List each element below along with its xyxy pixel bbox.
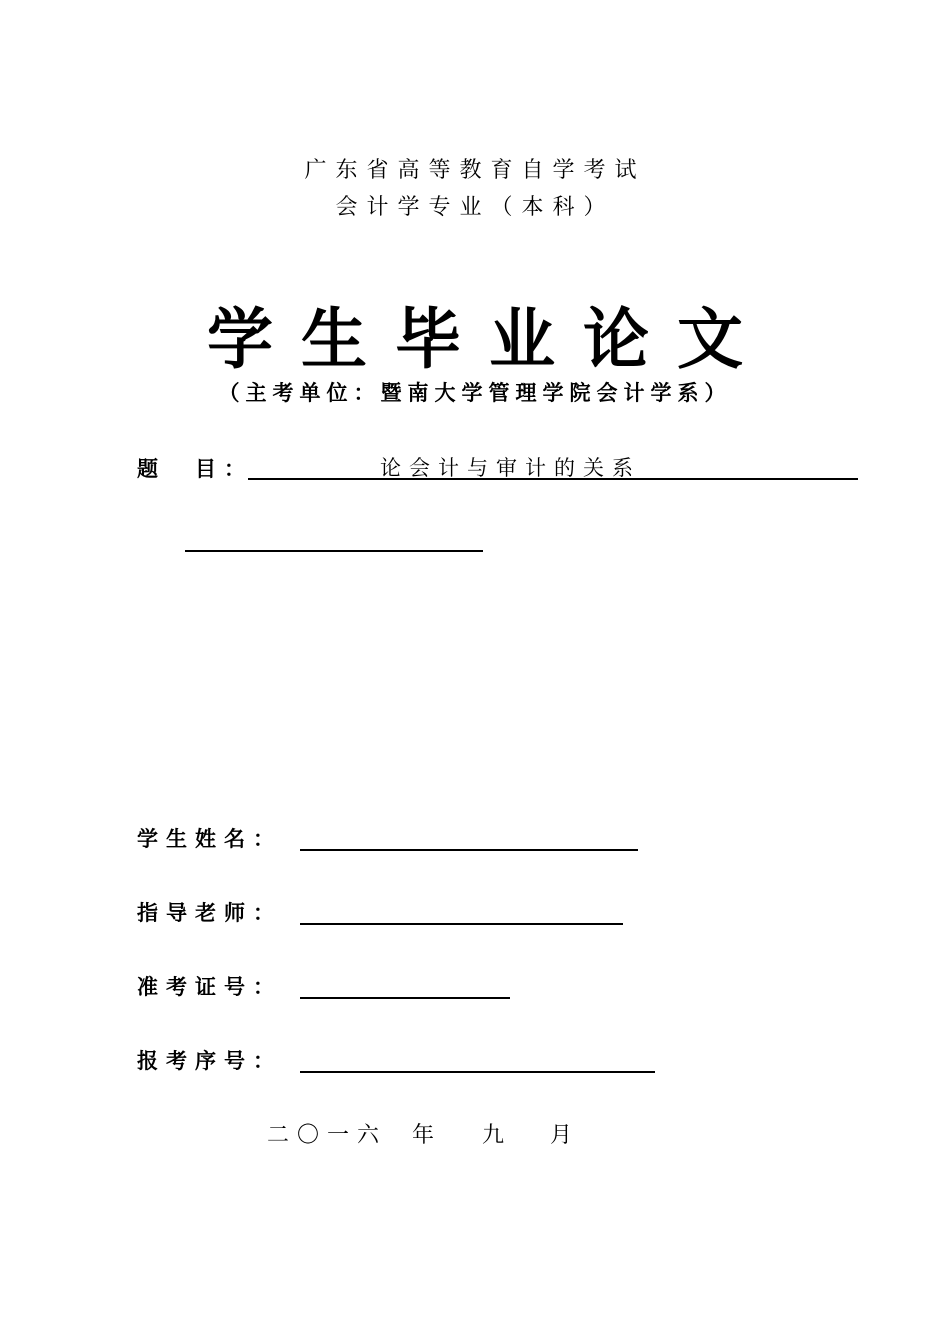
page-title: 学生毕业论文 <box>207 301 771 378</box>
date-month-unit: 月 <box>550 1123 573 1148</box>
topic-label: 题 目： <box>137 457 253 481</box>
cover-date <box>0 1121 950 1151</box>
advisor-field[interactable] <box>300 923 623 925</box>
examining-unit-subtitle: （主考单位：暨南大学管理学院会计学系） <box>218 381 732 405</box>
topic-value: 论会计与审计的关系 <box>380 456 641 480</box>
registration-number-label: 报考序号： <box>137 1049 282 1073</box>
exam-authority-heading: 广东省高等教育自学考试 <box>304 158 646 183</box>
date-month: 九 <box>482 1123 505 1148</box>
student-name-label: 学生姓名： <box>137 827 282 851</box>
exam-id-field[interactable] <box>300 997 510 999</box>
exam-id-label: 准考证号： <box>137 975 282 999</box>
student-name-field[interactable] <box>300 849 638 851</box>
topic-underline-second <box>185 550 483 552</box>
major-heading: 会计学专业（本科） <box>335 195 615 220</box>
date-year-unit: 年 <box>412 1123 435 1148</box>
advisor-label: 指导老师： <box>137 901 282 925</box>
date-year: 二〇一六 <box>267 1123 388 1148</box>
registration-number-field[interactable] <box>300 1071 655 1073</box>
